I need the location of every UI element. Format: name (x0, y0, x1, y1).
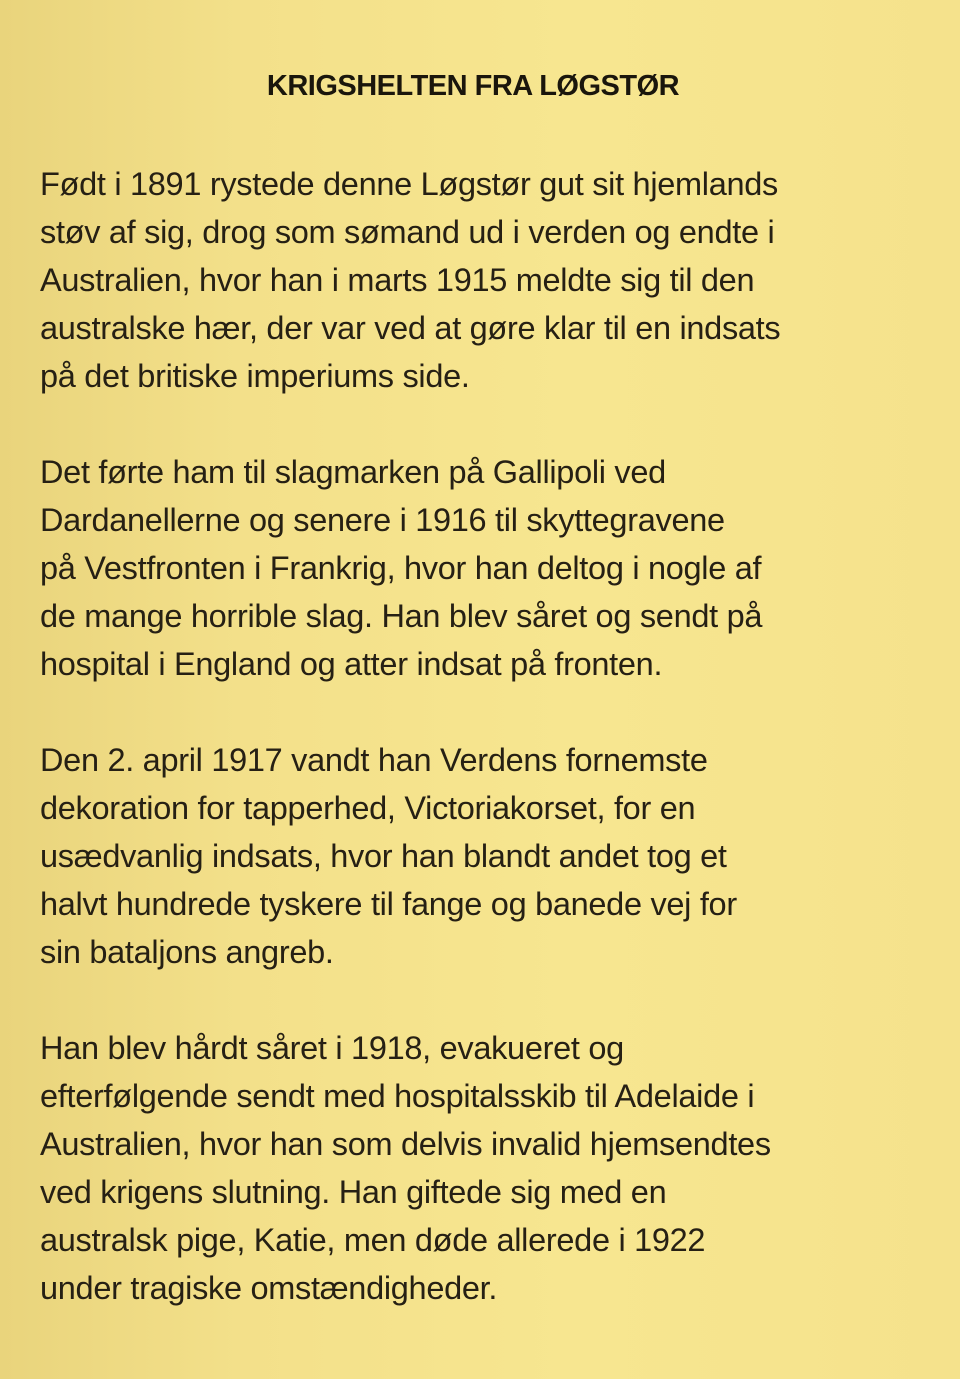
text-line: på Vestfronten i Frankrig, hvor han deltog i nogle af (40, 550, 762, 586)
text-line: efterfølgende sendt med hospitalsskib til Adelaide i (40, 1078, 755, 1114)
paragraph-victoria-cross (40, 736, 940, 976)
text-line: dekoration for tapperhed, Victoriakorset, for en (40, 790, 696, 826)
text-line: ved krigens slutning. Han giftede sig med en (40, 1174, 667, 1210)
text-line: Det førte ham til slagmarken på Gallipoli ved (40, 454, 666, 490)
text-line: Australien, hvor han i marts 1915 meldte sig til den (40, 262, 755, 298)
page-title: KRIGSHELTEN FRA LØGSTØR (266, 70, 680, 102)
paragraph-birth (40, 160, 940, 400)
paragraph-later-life (40, 1024, 940, 1312)
text-line: på det britiske imperiums side. (40, 358, 470, 394)
text-line: halvt hundrede tyskere til fange og banede vej for (40, 886, 737, 922)
text-line: hospital i England og atter indsat på fronten. (40, 646, 663, 682)
text-line: under tragiske omstændigheder. (40, 1270, 498, 1306)
text-line: Han blev hårdt såret i 1918, evakueret og (40, 1030, 624, 1066)
text-line: støv af sig, drog som sømand ud i verden og endte i (40, 214, 775, 250)
text-line: Født i 1891 rystede denne Løgstør gut sit hjemlands (40, 166, 778, 202)
paragraph-gallipoli (40, 448, 940, 688)
text-line: australske hær, der var ved at gøre klar til en indsats (40, 310, 781, 346)
text-line: Dardanellerne og senere i 1916 til skyttegravene (40, 502, 725, 538)
text-line: usædvanlig indsats, hvor han blandt andet tog et (40, 838, 727, 874)
text-line: Den 2. april 1917 vandt han Verdens fornemste (40, 742, 708, 778)
text-line: australsk pige, Katie, men døde allerede i 1922 (40, 1222, 706, 1258)
text-line: sin bataljons angreb. (40, 934, 334, 970)
text-line: de mange horrible slag. Han blev såret og sendt på (40, 598, 763, 634)
text-line: Australien, hvor han som delvis invalid hjemsendtes (40, 1126, 771, 1162)
